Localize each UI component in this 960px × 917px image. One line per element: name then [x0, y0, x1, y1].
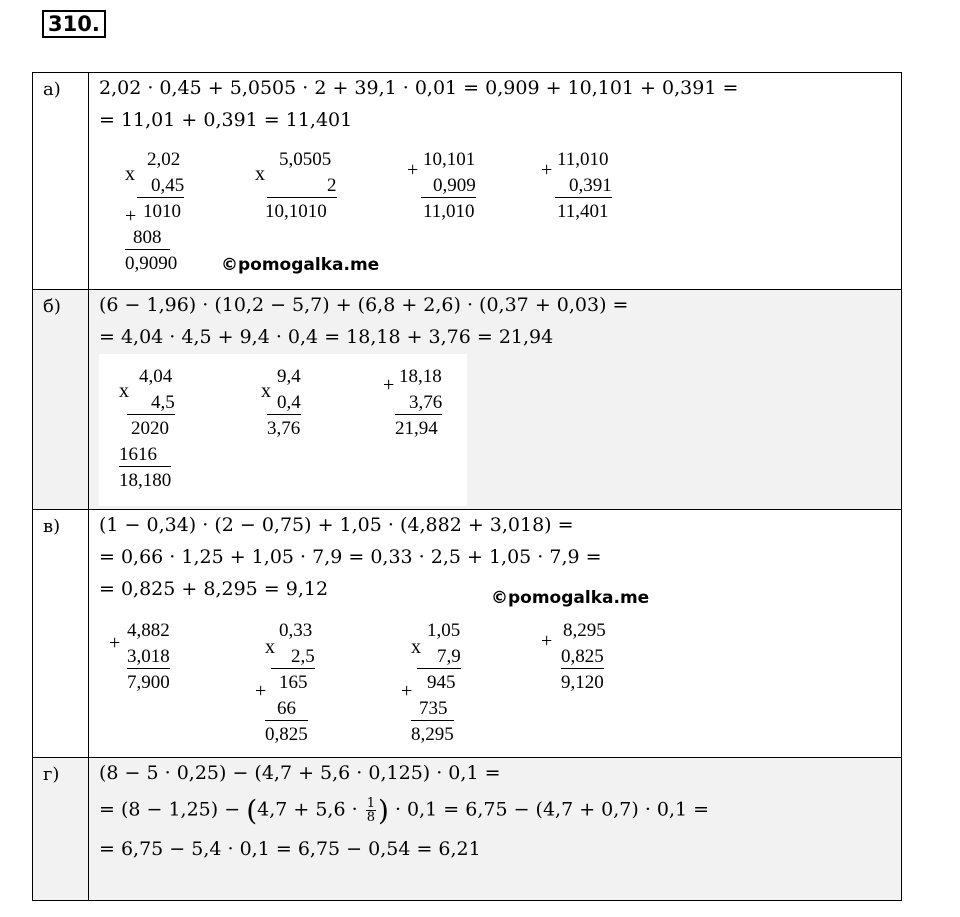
calc-line: 2,5 [271, 646, 315, 669]
row-label: б) [33, 290, 89, 509]
row-v [33, 509, 901, 757]
column-multiplication [255, 147, 337, 225]
column-multiplication [401, 618, 461, 748]
calc-line: 735 [411, 698, 454, 721]
column-multiplication [261, 364, 301, 442]
times-sign: x [255, 163, 265, 185]
times-sign: x [261, 380, 271, 402]
calc-line: 808 [125, 227, 170, 250]
equation-part: = (8 − 1,25) − [99, 798, 247, 821]
plus-sign: + [407, 159, 419, 181]
left-paren: ( [246, 794, 258, 827]
calc-result: 7,900 [127, 672, 170, 693]
calc-line: 1010 [143, 201, 181, 222]
plus-sign: + [541, 159, 553, 181]
calc-result: 11,010 [423, 201, 475, 222]
watermark: ©pomogalka.me [221, 255, 380, 275]
row-g [33, 757, 901, 900]
fraction-numerator: 1 [366, 796, 375, 811]
plus-sign: + [255, 680, 267, 702]
calc-line: 7,9 [417, 646, 461, 669]
calc-line: 0,33 [279, 620, 313, 641]
plus-sign: + [125, 205, 137, 227]
task-number: 310. [42, 10, 106, 38]
calc-result: 0,825 [265, 724, 308, 745]
plus-sign: + [383, 374, 395, 396]
calc-line: 165 [279, 672, 308, 693]
calc-line: 4,882 [127, 620, 170, 641]
row-label: в) [33, 510, 89, 757]
calc-result: 9,120 [561, 672, 604, 693]
times-sign: x [125, 163, 135, 185]
row-content [89, 758, 901, 900]
row-label: а) [33, 73, 89, 289]
times-sign: x [411, 636, 421, 658]
calc-line: 2 [267, 175, 337, 198]
calc-line: 0,45 [137, 175, 184, 198]
calc-line: 0,391 [555, 175, 612, 198]
equation-line: (6 − 1,96) · (10,2 − 5,7) + (6,8 + 2,6) · (0,37 + 0,03) = [99, 294, 629, 316]
equation-line: = 6,75 − 5,4 · 0,1 = 6,75 − 0,54 = 6,21 [99, 838, 481, 860]
calc-line: 9,4 [277, 366, 301, 387]
equation-line: (1 − 0,34) · (2 − 0,75) + 1,05 · (4,882 + 3,018) = [99, 514, 574, 536]
column-addition [109, 618, 170, 696]
column-multiplication [119, 364, 175, 494]
row-content [89, 510, 901, 757]
column-addition [541, 618, 606, 696]
plus-sign: + [541, 630, 553, 652]
calc-line: 4,5 [127, 392, 175, 415]
solution-table [32, 72, 902, 901]
column-addition [407, 147, 476, 225]
calc-line: 8,295 [563, 620, 606, 641]
calc-result: 8,295 [411, 724, 454, 745]
row-b [33, 289, 901, 509]
equation-part: · 0,1 = 6,75 − (4,7 + 0,7) · 0,1 = [388, 798, 710, 821]
column-addition [541, 147, 612, 225]
watermark: ©pomogalka.me [491, 588, 650, 608]
right-paren: ) [377, 794, 389, 827]
equation-line [99, 794, 709, 827]
calc-line: 5,0505 [279, 149, 332, 170]
equation-line: = 0,825 + 8,295 = 9,12 [99, 578, 329, 600]
row-a [33, 73, 901, 289]
column-multiplication [125, 147, 184, 277]
plus-sign: + [401, 680, 413, 702]
column-multiplication [255, 618, 315, 748]
calc-line: 3,76 [395, 392, 442, 415]
calc-result: 18,180 [119, 470, 172, 491]
calc-line: 10,101 [423, 149, 476, 170]
column-addition [383, 364, 442, 442]
calc-line: 11,010 [557, 149, 609, 170]
calc-result: 11,401 [557, 201, 609, 222]
row-content [89, 290, 901, 509]
calc-line: 18,18 [399, 366, 442, 387]
equation-line: = 4,04 · 4,5 + 9,4 · 0,4 = 18,18 + 3,76 = 21,94 [99, 326, 554, 348]
calc-result: 10,1010 [265, 201, 327, 222]
calc-line: 1,05 [427, 620, 461, 641]
equation-part: 4,7 + 5,6 · [257, 798, 364, 821]
calc-line: 66 [265, 698, 308, 721]
times-sign: x [265, 636, 275, 658]
row-content [89, 73, 901, 289]
times-sign: x [119, 380, 129, 402]
equation-line: (8 − 5 · 0,25) − (4,7 + 5,6 · 0,125) · 0,1 = [99, 762, 501, 784]
calc-line: 0,4 [267, 392, 301, 415]
calc-line: 0,909 [421, 175, 476, 198]
row-label: г) [33, 758, 89, 900]
calc-line: 1616 [119, 444, 171, 467]
calc-result: 21,94 [395, 418, 438, 439]
calc-line: 2020 [131, 418, 169, 439]
calc-line: 0,825 [561, 646, 604, 667]
calc-result: 0,9090 [125, 253, 178, 274]
equation-line: 2,02 · 0,45 + 5,0505 · 2 + 39,1 · 0,01 = 0,909 + 10,101 + 0,391 = [99, 77, 739, 99]
calc-line: 4,04 [139, 366, 173, 387]
fraction [366, 797, 376, 824]
equation-line: = 0,66 · 1,25 + 1,05 · 7,9 = 0,33 · 2,5 + 1,05 · 7,9 = [99, 546, 602, 568]
calc-result: 3,76 [267, 418, 301, 439]
equation-line: = 11,01 + 0,391 = 11,401 [99, 109, 353, 131]
calc-line: 945 [427, 672, 456, 693]
calc-line: 2,02 [147, 149, 181, 170]
plus-sign: + [109, 632, 121, 654]
calc-line: 3,018 [127, 646, 170, 667]
fraction-denominator: 8 [366, 810, 375, 825]
